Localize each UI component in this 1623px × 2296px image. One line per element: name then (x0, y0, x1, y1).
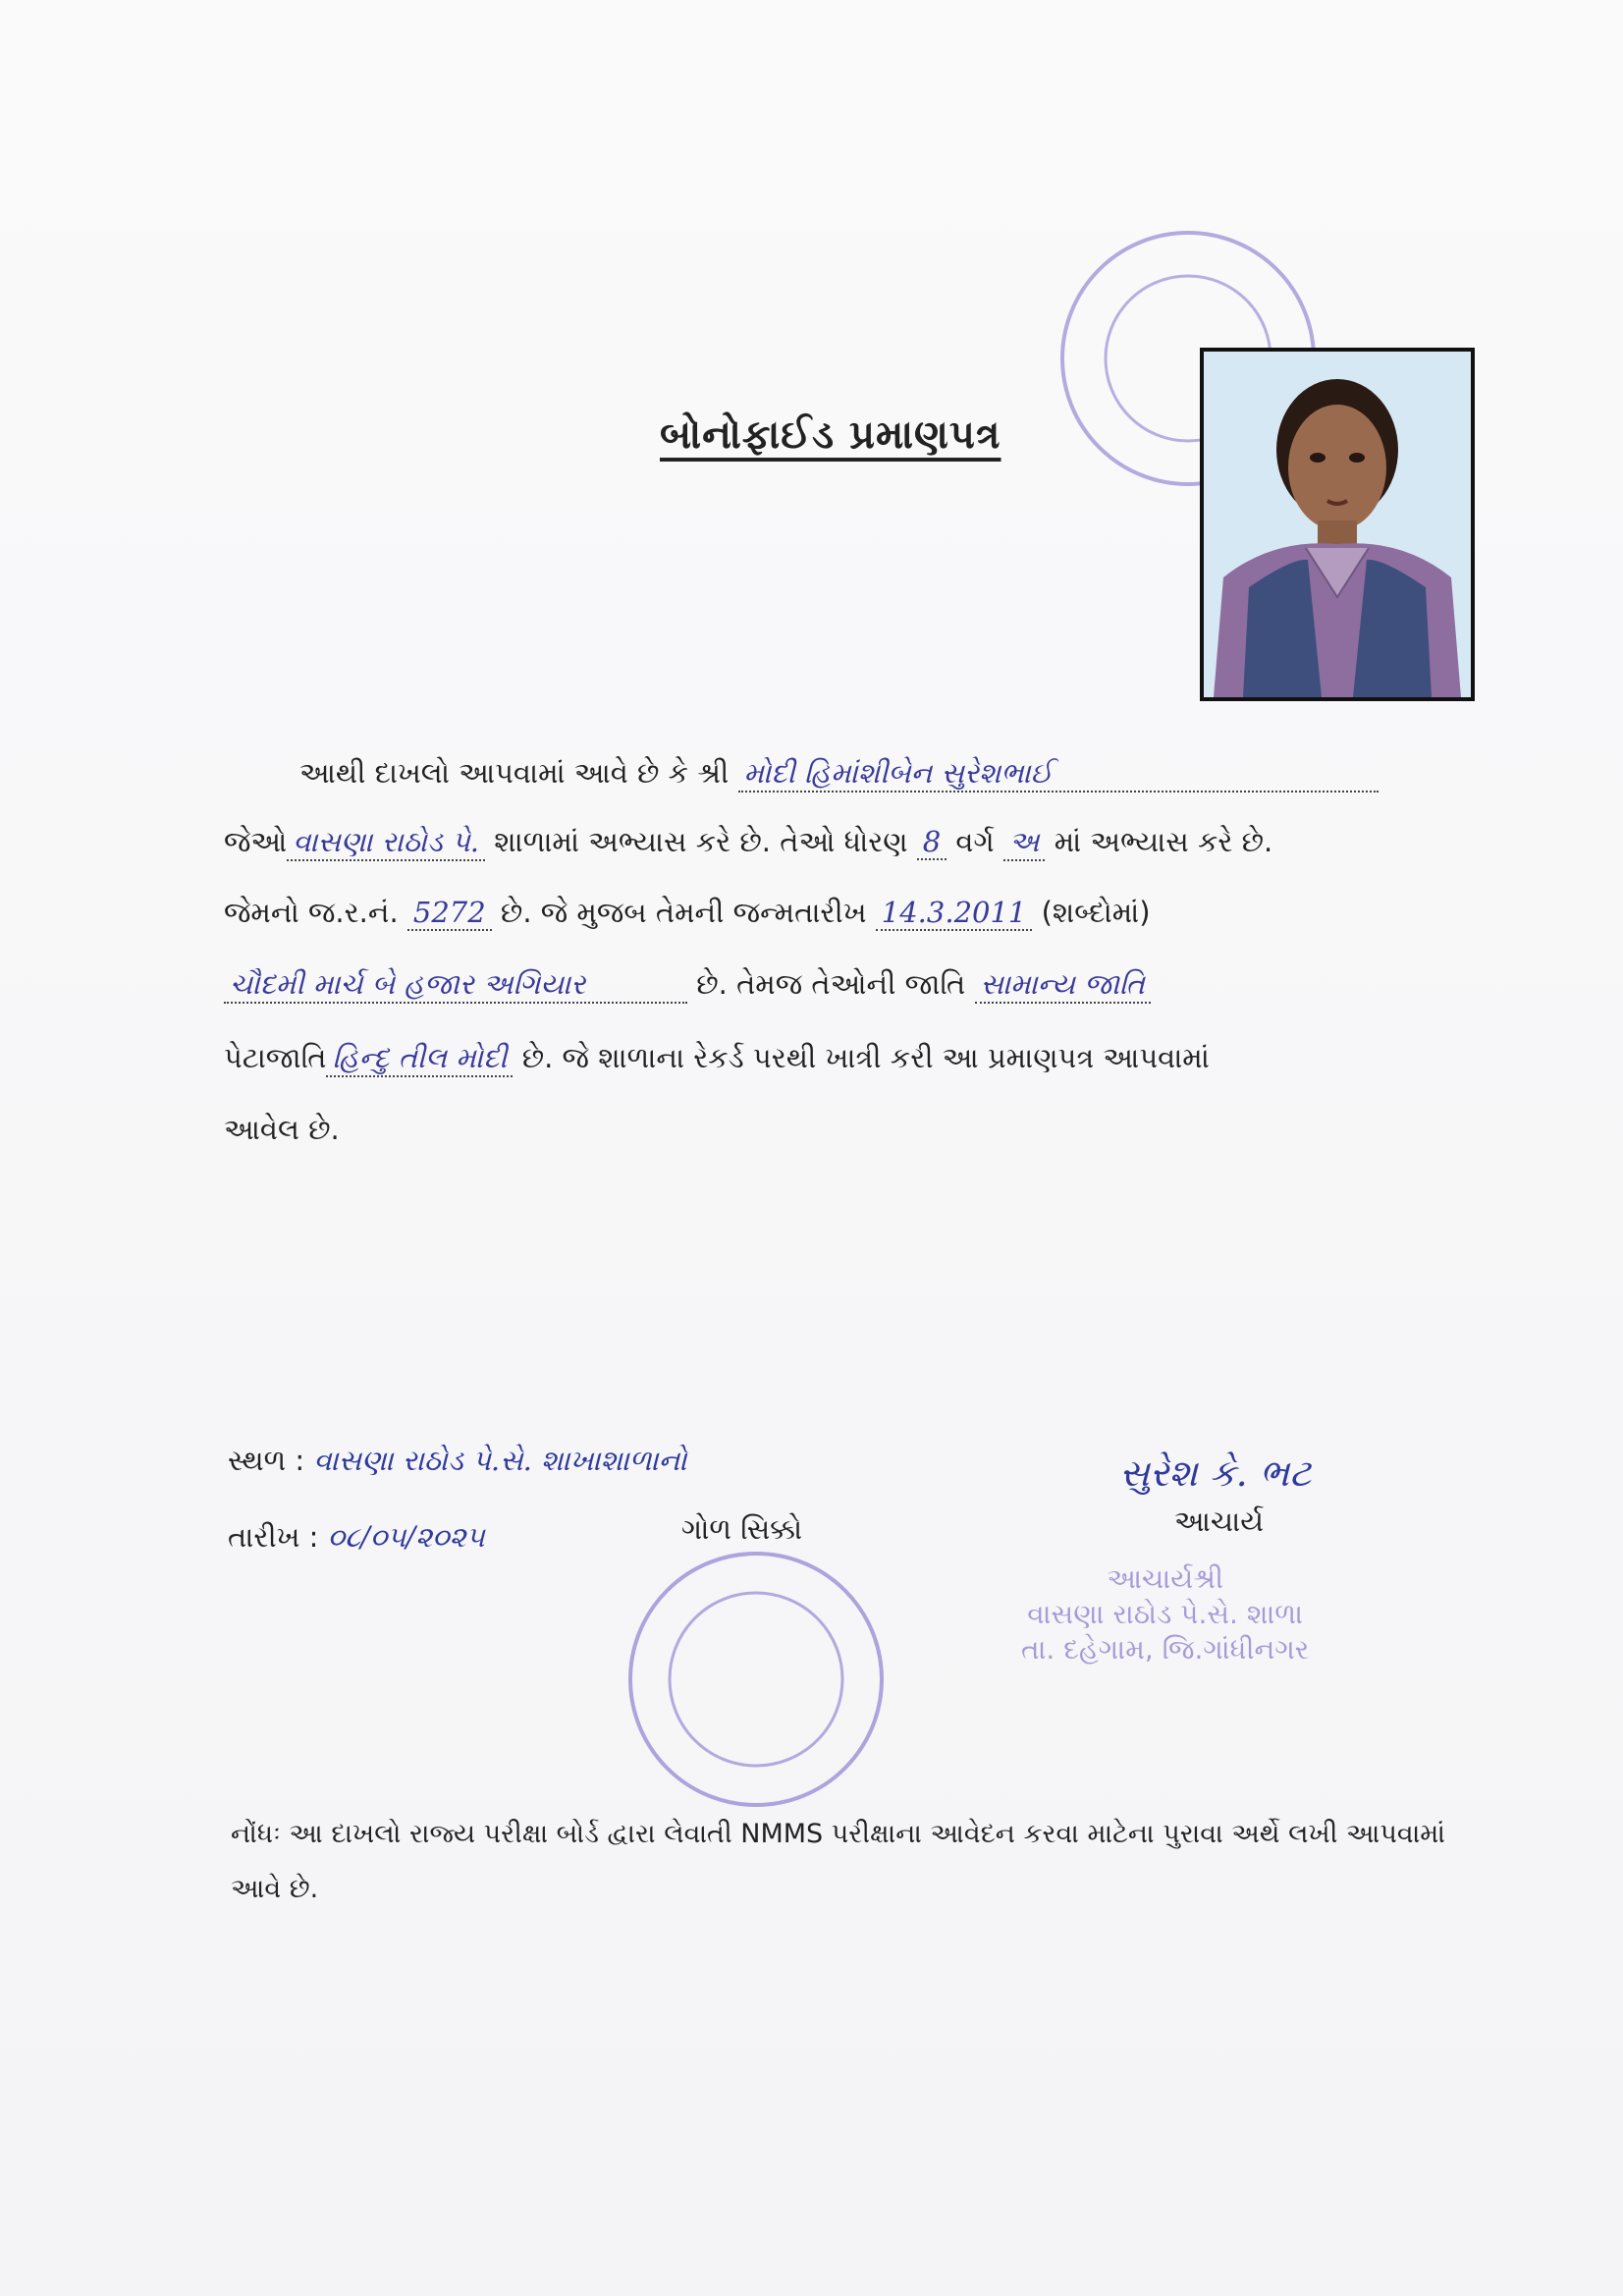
line5-suffix: છે. જે શાળાના રેકર્ડ પરથી ખાત્રી કરી આ પ્રમાણપત્ર આપવામાં (521, 1041, 1210, 1074)
gr-number-field: 5272 (407, 896, 492, 931)
student-photo (1200, 348, 1475, 701)
certificate-title: બોનોફાઈડ પ્રમાણપત્ર (660, 412, 1001, 458)
stamp-line-1: આચાર્યશ્રી (1107, 1562, 1223, 1595)
body-line-4 (224, 967, 1151, 1004)
place-row (228, 1444, 687, 1478)
body-line-5 (224, 1041, 1210, 1077)
footnote: નોંધઃ આ દાખલો રાજ્ય પરીક્ષા બોર્ડ દ્વારા લેવાતી NMMS પરીક્ષાના આવેદન કરવા માટેના પુરાવા અર્થે લખી આપવામાં આવે છે. (231, 1819, 1445, 1904)
date-value: ૦૮/૦૫/૨૦૨૫ (327, 1520, 485, 1554)
body-line-6: આવેલ છે. (224, 1113, 340, 1146)
place-value: વાસણા રાઠોડ પે.સે. શાખાશાળાનો (313, 1444, 687, 1477)
line2-mid: શાળામાં અભ્યાસ કરે છે. તેઓ ધોરણ (494, 825, 908, 858)
line3-prefix: જેમનો જ.ર.નં. (224, 896, 399, 929)
line4-mid: છે. તેમજ તેઓની જાતિ (696, 967, 966, 1001)
line3-mid: છે. જે મુજબ તેમની જન્મતારીખ (500, 896, 867, 929)
principal-label: આચાર્ય (1174, 1504, 1264, 1538)
caste-field: સામાન્ય જાતિ (975, 967, 1151, 1004)
date-label: તારીખ : (228, 1520, 319, 1554)
body-line-1 (299, 756, 1379, 793)
principal-rubber-stamp (1021, 1561, 1309, 1667)
stamp-line-2: વાસણા રાઠોડ પે.સે. શાળા (1027, 1598, 1304, 1630)
birth-date-field: 14.3.2011 (876, 896, 1033, 931)
line2-prefix: જેઓ (224, 825, 288, 858)
subcaste-field: હિન્દુ તીલ મોદી (326, 1041, 513, 1077)
division-field: અ (1003, 825, 1046, 861)
line2-mid2: વર્ગ (955, 825, 995, 858)
principal-signature: સુરેશ કે. ભટ (1119, 1451, 1312, 1495)
line3-suffix: (શબ્દોમાં) (1041, 896, 1151, 929)
body-line-3 (224, 896, 1151, 931)
school-name-field: વાસણા રાઠોડ પે. (287, 825, 485, 861)
stamp-line-3: તા. દહેગામ, જિ.ગાંધીનગર (1021, 1633, 1310, 1666)
seal-label: ગોળ સિક્કો (681, 1512, 803, 1546)
birth-date-words-field: ચૌદમી માર્ચ બે હજાર અગિયાર (224, 967, 687, 1004)
student-name-field: મોદી હિમાંશીબેન સુરેશભાઈ (738, 756, 1379, 793)
round-seal-stamp (619, 1542, 893, 1817)
date-row (228, 1520, 485, 1555)
line2-suffix: માં અભ્યાસ કરે છે. (1054, 825, 1273, 858)
place-label: સ્થળ : (228, 1444, 305, 1477)
standard-field: 8 (917, 825, 947, 860)
line1-prefix: આથી દાખલો આપવામાં આવે છે કે શ્રી (299, 756, 730, 790)
line5-prefix: પેટાજાતિ (224, 1041, 327, 1074)
body-line-2 (224, 825, 1272, 861)
